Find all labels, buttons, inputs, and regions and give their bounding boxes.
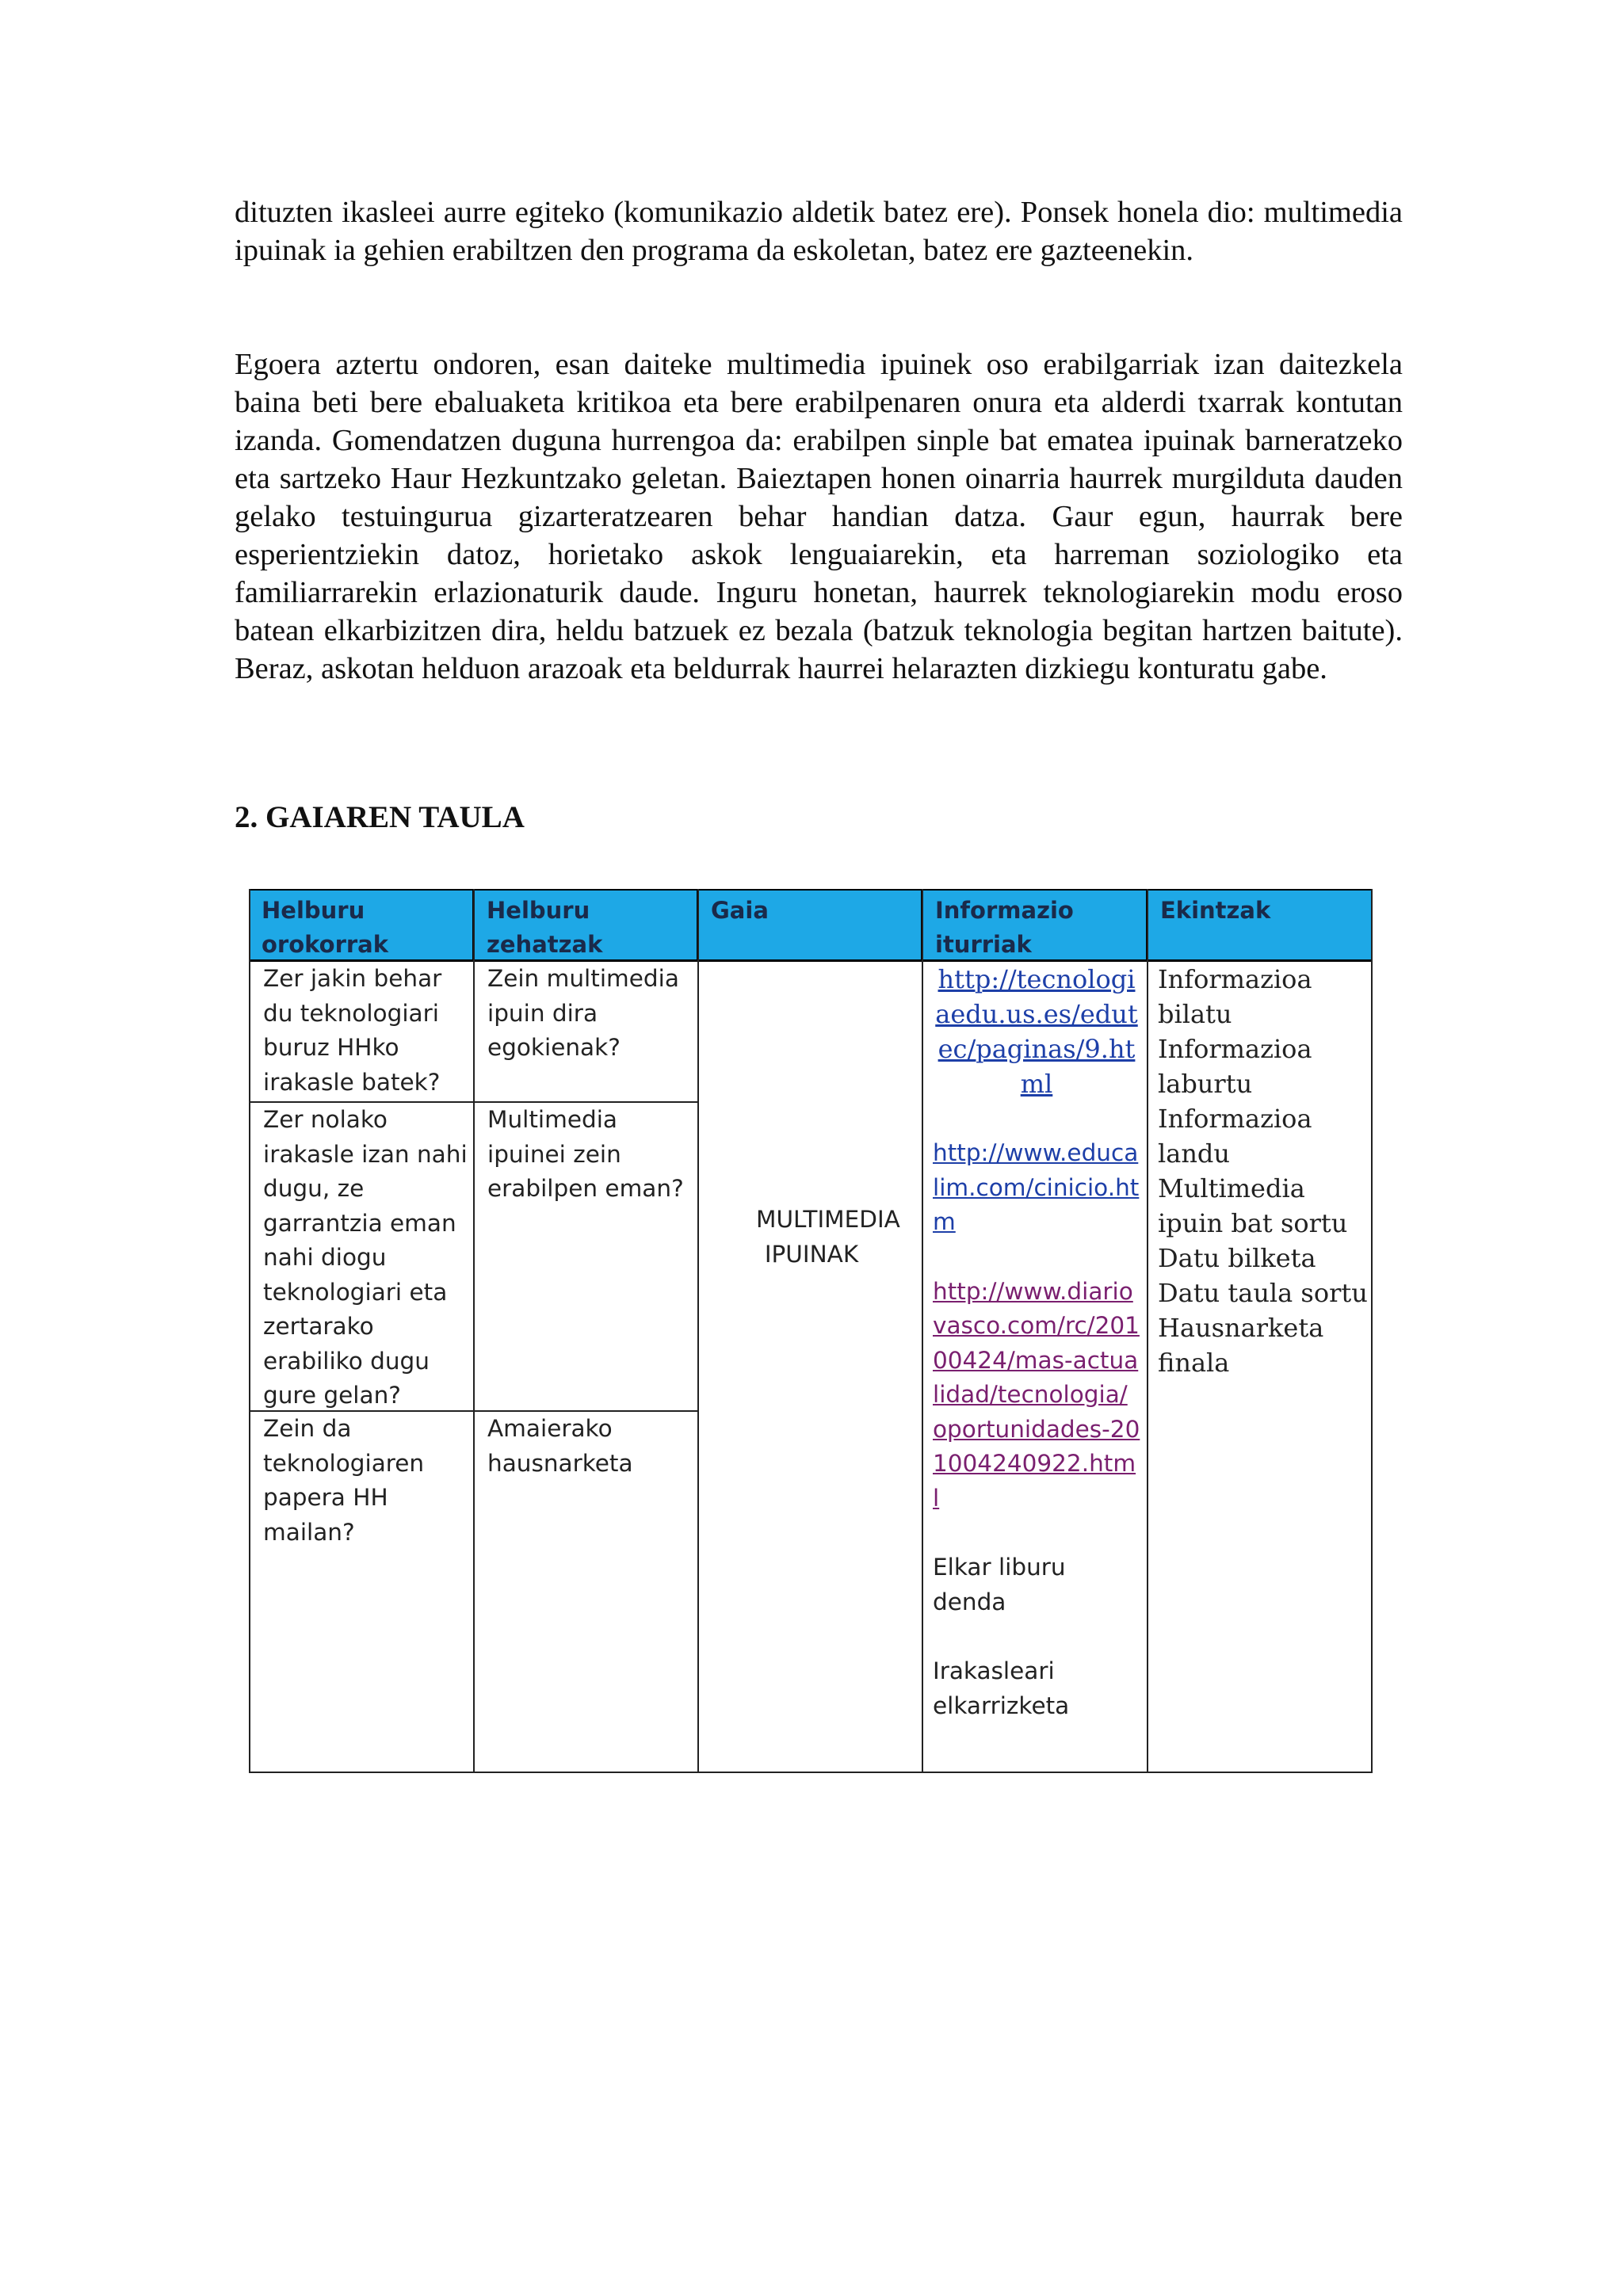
header-specific-goals: Helburu zehatzak	[474, 891, 698, 959]
header-topic: Gaia	[698, 891, 922, 959]
action-item: Datu bilketa	[1158, 1243, 1316, 1273]
action-item: Multimedia ipuin bat sortu	[1158, 1173, 1348, 1238]
header-general-goals: Helburu orokorrak	[249, 891, 474, 959]
specific-goal-2: Multimedia ipuinei zein erabilpen eman?	[487, 1106, 684, 1202]
general-goal-1: Zer jakin behar du teknologiari buruz HHko irakasle batek?	[263, 965, 442, 1096]
general-goal-3: Zein da teknologiaren papera HH mailan?	[263, 1415, 425, 1546]
paragraph-1: dituzten ikasleei aurre egiteko (komunikazio aldetik batez ere). Ponsek honela dio: multimedia ipuinak ia gehien erabiltzen den programa da eskoletan, batez ere gazteenekin.	[235, 196, 1403, 267]
section-heading: 2. GAIAREN TAULA	[235, 800, 525, 834]
source-link-1[interactable]: http://tecnologiaedu.us.es/edutec/paginas/9.html	[935, 964, 1138, 1099]
source-bookstore: Elkar liburu denda	[933, 1554, 1066, 1615]
source-interview: Irakasleari elkarrizketa	[933, 1657, 1070, 1719]
action-item: Informazioa bilatu	[1158, 964, 1312, 1029]
specific-goal-3: Amaierako hausnarketa	[487, 1415, 633, 1477]
topic-label: MULTIMEDIA IPUINAK	[756, 1206, 900, 1268]
sources-cell	[922, 962, 1147, 1723]
table-bottom-border	[249, 1772, 1373, 1773]
topic-table	[249, 889, 1373, 1773]
action-item: Datu taula sortu	[1158, 1278, 1368, 1308]
column-divider	[697, 889, 699, 1773]
header-sources: Informazio iturriak	[922, 891, 1148, 959]
specific-goal-1: Zein multimedia ipuin dira egokienak?	[487, 965, 679, 1061]
paragraph-2: Egoera aztertu ondoren, esan daiteke multimedia ipuinek oso erabilgarriak izan daitezkela baina beti bere ebaluaketa kritikoa eta bere erabilpenaren onura eta alderdi txarrak kontutan izanda. Gomendatzen duguna hurrengoa da: erabilpen sinple bat ematea ipuinak barneratzeko eta sartzeko Haur Hezkuntzako geletan. Baieztapen honen oinarria haurrek murgilduta dauden gelako testuingurua gizarteratzearen behar handian datza. Gaur egun, haurrak bere esperientziekin datoz, horietako askok lenguaiarekin, eta harreman soziologiko eta familiarrarekin erlazionaturik daude. Inguru honetan, haurrek teknologiarekin modu eroso batean elkarbizitzen dira, heldu batzuek ez bezala (batzuk teknologia begitan hartzen baitute). Beraz, askotan helduon arazoak eta beldurrak haurrei helarazten dizkiegu konturatu gabe.	[235, 348, 1403, 685]
action-item: Informazioa laburtu	[1158, 1034, 1312, 1099]
general-goal-2: Zer nolako irakasle izan nahi dugu, ze garrantzia eman nahi diogu teknologiari eta zertarako erabiliko dugu gure gelan?	[263, 1106, 468, 1409]
action-item: Informazioa landu	[1158, 1104, 1312, 1169]
actions-cell	[1147, 962, 1372, 1380]
action-item: Hausnarketa finala	[1158, 1313, 1324, 1378]
source-link-3[interactable]: http://www.diariovasco.com/rc/20100424/mas-actualidad/tecnologia/oportunidades-201004240922.html	[933, 1277, 1140, 1512]
header-actions: Ekintzak	[1148, 891, 1373, 959]
source-link-2[interactable]: http://www.educalim.com/cinicio.htm	[933, 1139, 1140, 1235]
